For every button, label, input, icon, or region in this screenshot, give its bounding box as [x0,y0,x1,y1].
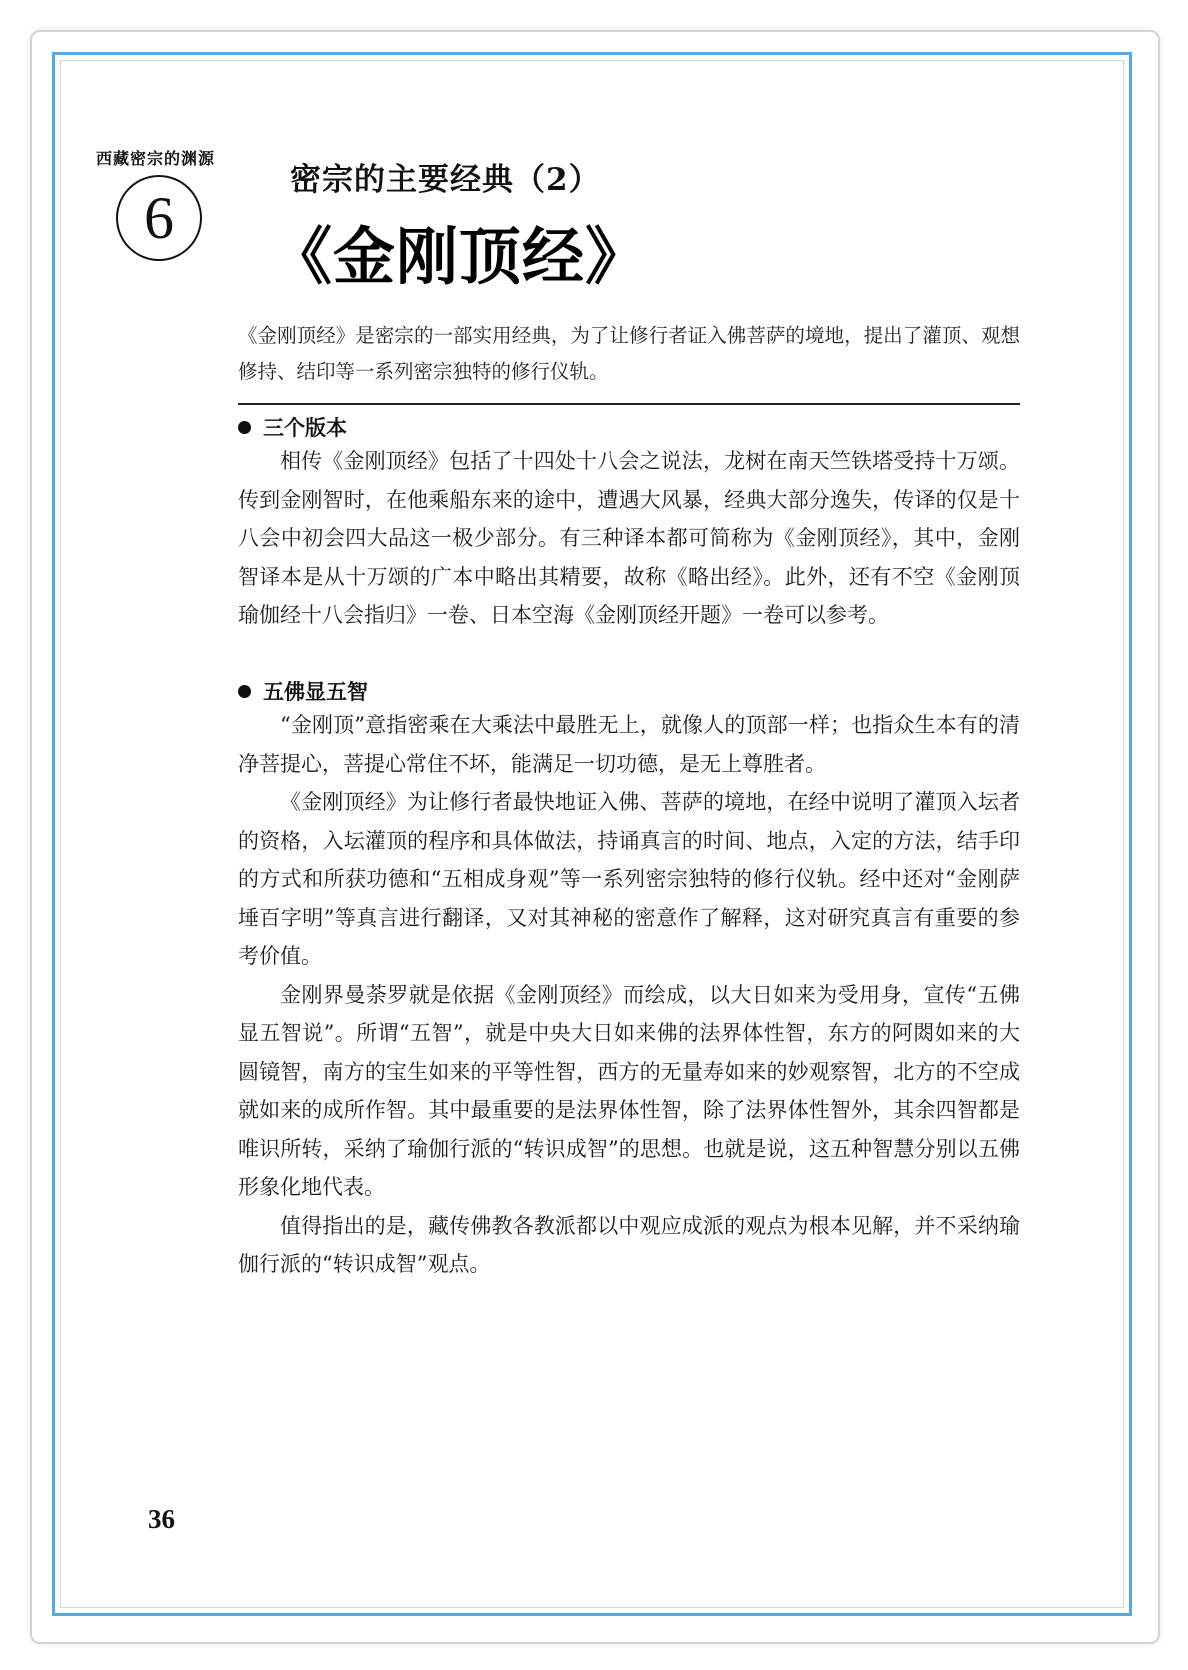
paragraph: 金刚界曼荼罗就是依据《金刚顶经》而绘成，以大日如来为受用身，宣传“五佛显五智说”。所谓“五智”，就是中央大日如来佛的法界体性智，东方的阿閦如来的大圆镜智，南方的宝生如来的平等性智，西方的无量寿如来的妙观察智，北方的不空成就如来的成所作智。其中最重要的是法界体性智，除了法界体性智外，其余四智都是唯识所转，采纳了瑜伽行派的“转识成智”的思想。也就是说，这五种智慧分别以五佛形象化地代表。 [238,982,1020,1199]
chapter-label: 西藏密宗的渊源 [96,149,216,168]
section-heading-text: 三个版本 [263,416,347,440]
section-body-five-wisdoms [238,706,1020,1284]
bullet-icon [238,421,251,434]
bullet-icon [238,685,251,698]
section-heading-versions [238,412,347,442]
intro-summary: 《金刚顶经》是密宗的一部实用经典，为了让修行者证入佛菩萨的境地，提出了灌顶、观想修持、结印等一系列密宗独特的修行仪轨。 [238,324,1020,383]
paragraph: 相传《金刚顶经》包括了十四处十八会之说法，龙树在南天竺铁塔受持十万颂。传到金刚智时，在他乘船东来的途中，遭遇大风暴，经典大部分逸失，传译的仅是十八会中初会四大品这一极少部分。有三种译本都可简称为《金刚顶经》，其中，金刚智译本是从十万颂的广本中略出其精要，故称《略出经》。此外，还有不空《金刚顶瑜伽经十八会指归》一卷、日本空海《金刚顶经开题》一卷可以参考。 [238,449,1020,627]
paragraph: “金刚顶”意指密乘在大乘法中最胜无上，就像人的顶部一样；也指众生本有的清净菩提心，菩提心常住不坏，能满足一切功德，是无上尊胜者。 [238,713,1020,776]
divider [238,403,1020,405]
section-body-versions [238,442,1020,635]
chapter-number: 6 [144,184,174,251]
section-heading-text: 五佛显五智 [263,680,368,704]
page-number: 36 [148,1504,175,1534]
section-heading-five-wisdoms [238,676,368,706]
chapter-number-badge [116,175,202,261]
paragraph: 值得指出的是，藏传佛教各教派都以中观应成派的观点为根本见解，并不采纳瑜伽行派的“转识成智”观点。 [238,1213,1020,1276]
page-subtitle: 密宗的主要经典（2） [290,162,601,198]
page-title: 《金刚顶经》 [270,220,649,293]
paragraph: 《金刚顶经》为让修行者最快地证入佛、菩萨的境地，在经中说明了灌顶入坛者的资格，入坛灌顶的程序和具体做法，持诵真言的时间、地点，入定的方法，结手印的方式和所获功德和“五相成身观”等一系列密宗独特的修行仪轨。经中还对“金刚萨埵百字明”等真言进行翻译，又对其神秘的密意作了解释，这对研究真言有重要的参考价值。 [238,790,1020,968]
